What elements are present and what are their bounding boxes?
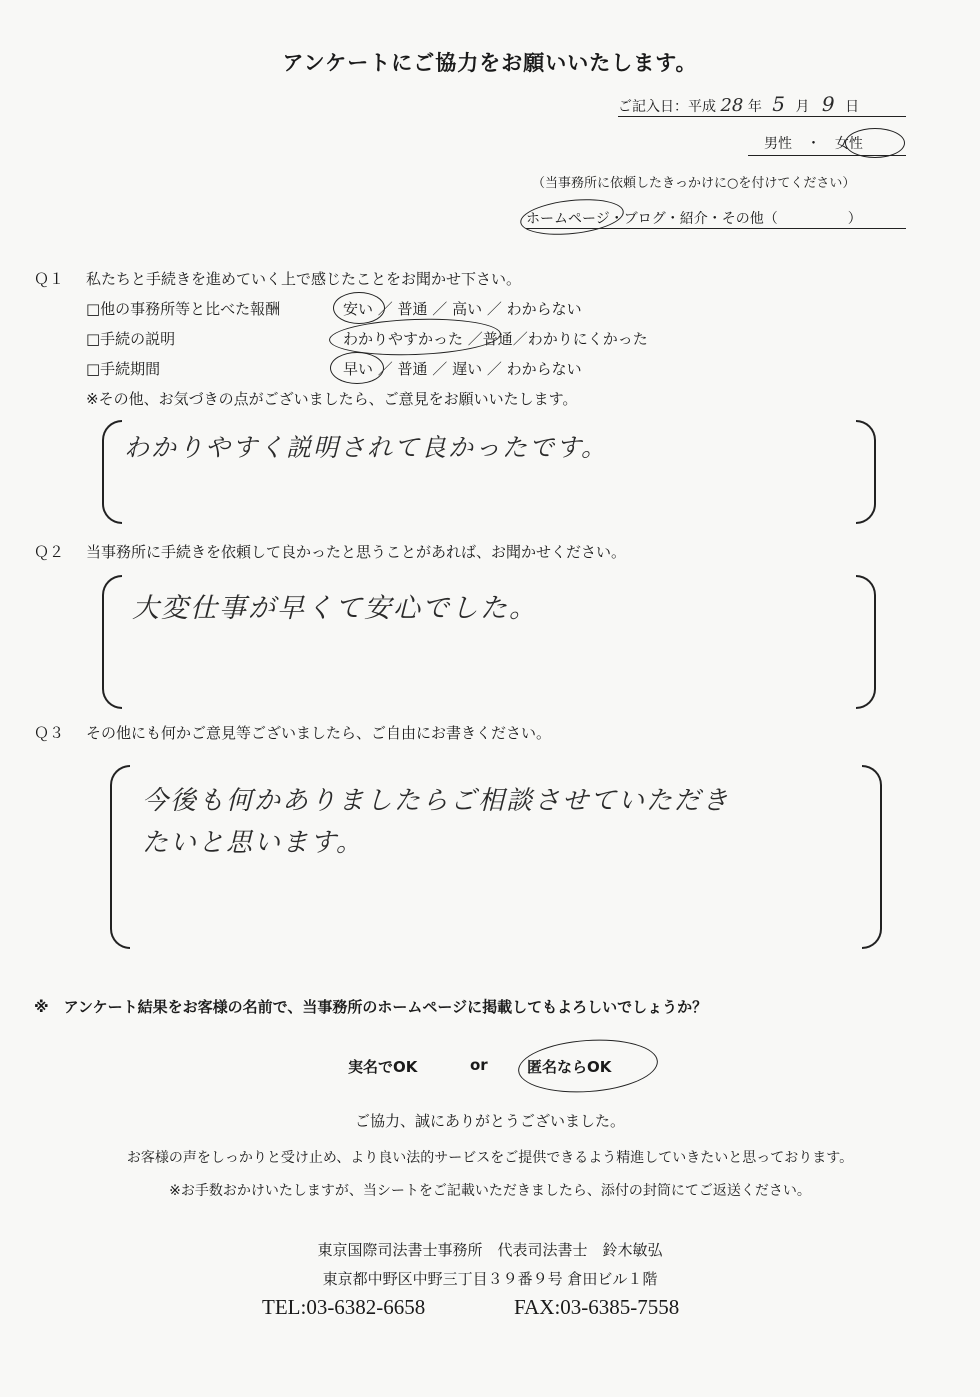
q2-answer[interactable]: 大変仕事が早くて安心でした。 — [132, 593, 538, 624]
q1-fee-selected-circle — [333, 292, 385, 324]
closing-message: お客様の声をしっかりと受け止め、より良い法的サービスをご提供できるよう精進していきたいと思っております。 — [126, 1150, 854, 1166]
survey-title: アンケートにご協力をお願いいたします。 — [282, 51, 698, 75]
referral-homepage-circle — [519, 195, 626, 240]
consent-question: ※ アンケート結果をお客様の名前で、当事務所のホームページに掲載してもよろしいでしょうか？ — [34, 998, 708, 1016]
consent-or: or — [470, 1056, 488, 1074]
office-tel: TEL:03-6382-6658 — [262, 1295, 426, 1319]
q1-answer-bracket-right — [856, 420, 876, 524]
date-year-unit: 年 — [747, 99, 762, 115]
q3-answer-line2[interactable]: たいと思います。 — [142, 828, 364, 858]
gender-female[interactable]: 女性 — [834, 136, 863, 152]
date-label: ご記入日：平成 — [618, 99, 716, 115]
gender-male[interactable]: 男性 — [764, 136, 792, 152]
consent-anonymous-option[interactable]: 匿名ならOK — [527, 1058, 612, 1076]
gender-female-circle — [845, 128, 905, 158]
consent-real-name-option[interactable]: 実名でOK — [348, 1058, 418, 1076]
q3-number: Ｑ３ — [34, 724, 65, 742]
q1-item-explain-label[interactable]: □手続の説明 — [86, 330, 176, 348]
q1-question: 私たちと手続きを進めていく上で感じたことをお聞かせ下さい。 — [86, 270, 522, 288]
consent-anonymous-circle — [516, 1035, 659, 1097]
q1-item-fee-options[interactable]: 安い ／ 普通 ／ 高い ／ わからない — [343, 300, 582, 318]
q3-question: その他にも何かご意見等ございましたら、ご自由にお書きください。 — [86, 724, 552, 742]
q1-number: Ｑ１ — [34, 270, 65, 288]
q1-note: ※その他、お気づきの点がございましたら、ご意見をお願いいたします。 — [86, 390, 578, 408]
q1-item-fee-label[interactable]: □他の事務所等と比べた報酬 — [86, 300, 281, 318]
office-name: 東京国際司法書士事務所 代表司法書士 鈴木敏弘 — [317, 1241, 663, 1259]
q2-number: Ｑ２ — [34, 543, 65, 561]
q1-item-period-label[interactable]: □手続期間 — [86, 360, 161, 378]
q3-answer-bracket-right — [862, 765, 882, 949]
q2-question: 当事務所に手続きを依頼して良かったと思うことがあれば、お聞かせください。 — [86, 543, 627, 561]
date-month: 5 — [772, 92, 785, 116]
q1-period-selected-circle — [330, 352, 384, 384]
gender-separator: ・ — [806, 136, 821, 152]
referral-prompt: （当事務所に依頼したきっかけに○を付けてください） — [532, 176, 856, 191]
entry-date — [618, 92, 906, 117]
q1-item-period-options[interactable]: 早い ／ 普通 ／ 遅い ／ わからない — [343, 360, 582, 378]
date-day: 9 — [821, 92, 835, 116]
q2-answer-bracket-right — [856, 575, 876, 709]
date-year: 28 — [720, 95, 744, 116]
office-fax: FAX:03-6385-7558 — [514, 1295, 680, 1319]
closing-return-note: ※お手数おかけいたしますが、当シートをご記載いただきましたら、添付の封筒にてご返送ください。 — [169, 1183, 811, 1199]
date-month-unit: 月 — [795, 99, 810, 115]
q2-answer-bracket-left — [102, 575, 122, 709]
q3-answer-line1[interactable]: 今後も何かありましたらご相談させていただき — [142, 786, 731, 816]
q1-answer[interactable]: わかりやすく説明されて良かったです。 — [124, 433, 609, 462]
q1-answer-bracket-left — [102, 420, 122, 524]
q3-answer-bracket-left — [110, 765, 130, 949]
q1-item-explain-options[interactable]: わかりやすかった ／普通／わかりにくかった — [343, 330, 648, 348]
closing-thanks: ご協力、誠にありがとうございました。 — [354, 1112, 625, 1130]
referral-options[interactable]: ホームページ・ブログ・紹介・その他（ ） — [526, 208, 906, 229]
date-day-unit: 日 — [845, 99, 860, 115]
office-address: 東京都中野区中野三丁目３９番９号 倉田ビル１階 — [322, 1270, 658, 1288]
